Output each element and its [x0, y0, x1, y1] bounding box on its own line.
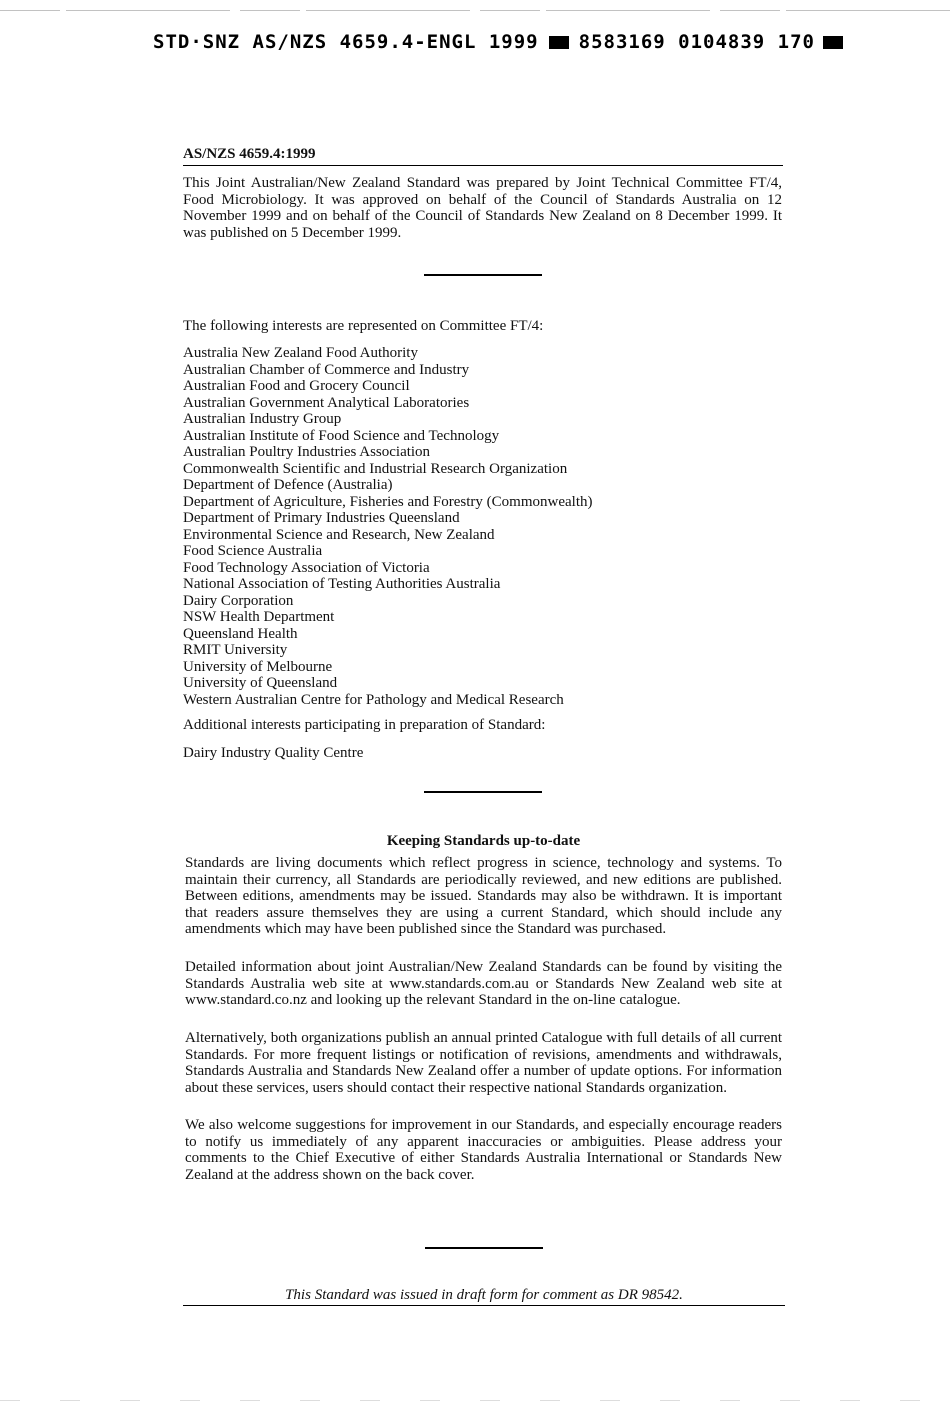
- standard-id: AS/NZS 4659.4:1999: [183, 146, 783, 166]
- additional-interests-intro: Additional interests participating in preparation of Standard:: [183, 717, 546, 733]
- keeping-paragraph-4: We also welcome suggestions for improvement in our Standards, and especially encourage readers to notify us immediately of any apparent inaccuracies or ambiguities. Please address your comments to the Chief Executive of either Standards Australia International or Standards New Zealand at the address shown on the back cover.: [185, 1117, 782, 1183]
- keeping-paragraph-2: Detailed information about joint Australian/New Zealand Standards can be found by visiting the Standards Australia web site at www.standards.com.au or Standards New Zealand web site at www.standard.co.nz and looking up the relevant Standard in the on-line catalogue.: [185, 959, 782, 1009]
- list-item: Australian Government Analytical Laboratories: [183, 394, 470, 411]
- list-item: Department of Agriculture, Fisheries and Forestry (Commonwealth): [183, 493, 593, 510]
- list-item: Queensland Health: [183, 625, 298, 642]
- list-item: RMIT University: [183, 642, 288, 658]
- list-item: National Association of Testing Authorities Australia: [183, 576, 501, 592]
- keeping-standards-heading: Keeping Standards up-to-date: [386, 833, 581, 849]
- list-item: NSW Health Department: [183, 609, 335, 625]
- additional-interest-item: Dairy Industry Quality Centre: [183, 745, 364, 761]
- list-item: Australian Chamber of Commerce and Industry: [183, 361, 470, 378]
- section-divider: [425, 1247, 543, 1249]
- list-item: Australian Institute of Food Science and Technology: [183, 427, 500, 444]
- list-item: Dairy Corporation: [183, 592, 294, 609]
- header-barcode-text: 8583169 0104839 170: [578, 31, 815, 53]
- scan-artifact-bottom: [0, 1400, 950, 1401]
- list-item: Department of Defence (Australia): [183, 477, 393, 493]
- list-item: Food Science Australia: [183, 543, 323, 559]
- approval-paragraph: This Joint Australian/New Zealand Standard was prepared by Joint Technical Committee FT/4, Food Microbiology. It was approved on behalf of the Council of Standards Australia on 12 November 1999 and on behalf of the Council of Standards New Zealand on 8 December 1999. It was published on 5 December 1999.: [183, 175, 782, 241]
- black-bar-mark-end: [823, 36, 843, 49]
- list-item: Food Technology Association of Victoria: [183, 559, 430, 576]
- committee-interest-list: [183, 345, 593, 708]
- document-header-code: [153, 31, 843, 53]
- list-item: Australian Poultry Industries Association: [183, 444, 431, 460]
- list-item: Western Australian Centre for Pathology and Medical Research: [183, 691, 564, 708]
- scan-artifact-line: [0, 10, 950, 11]
- list-item: Australian Food and Grocery Council: [183, 378, 410, 394]
- keeping-paragraph-3: Alternatively, both organizations publish an annual printed Catalogue with full details of all current Standards. For more frequent listings or notification of revisions, amendments and withdrawals, Standards Australia and Standards New Zealand offer a number of update options. For information about these services, users should contact their respective national Standards organization.: [185, 1030, 782, 1096]
- list-item: Department of Primary Industries Queensland: [183, 510, 460, 526]
- list-item: University of Melbourne: [183, 658, 333, 675]
- draft-footnote: This Standard was issued in draft form for comment as DR 98542.: [183, 1287, 785, 1306]
- committee-intro: The following interests are represented on Committee FT/4:: [183, 318, 544, 334]
- list-item: Environmental Science and Research, New Zealand: [183, 526, 495, 543]
- list-item: Commonwealth Scientific and Industrial Research Organization: [183, 460, 568, 477]
- black-bar-mark: [549, 36, 569, 49]
- section-divider: [424, 791, 542, 793]
- list-item: University of Queensland: [183, 675, 338, 691]
- keeping-paragraph-1: Standards are living documents which reflect progress in science, technology and systems. To maintain their currency, all Standards are periodically reviewed, and new editions are published. Between editions, amendments may be issued. Standards may also be withdrawn. It is important that readers assure themselves they are using a current Standard, which should include any amendments which may have been published since the Standard was purchased.: [185, 855, 782, 938]
- list-item: Australian Industry Group: [183, 411, 342, 427]
- section-divider: [424, 274, 542, 276]
- header-code-text: STD·SNZ AS/NZS 4659.4-ENGL 1999: [153, 31, 539, 53]
- list-item: Australia New Zealand Food Authority: [183, 345, 418, 361]
